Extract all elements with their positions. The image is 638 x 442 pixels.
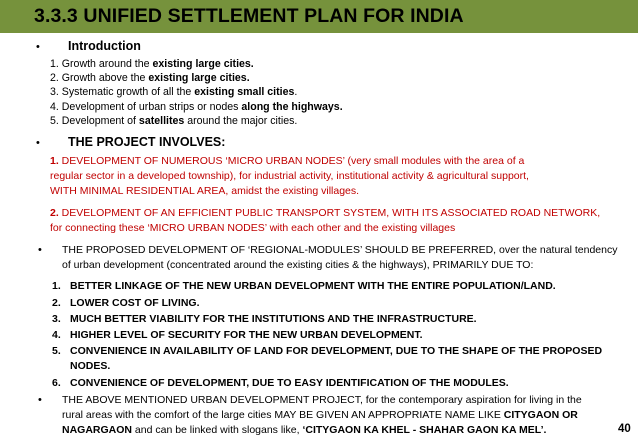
project-point-1-line: regular sector in a developed township), for industrial activity, institutional activity & agricultural support, [50,170,529,182]
list-number: 2. [52,297,61,309]
bullet: • [38,394,42,406]
page-title: 3.3.3 UNIFIED SETTLEMENT PLAN FOR INDIA [34,5,464,27]
above-line: NAGARGAON and can be linked with slogans like, ‘CITYGAON KA KHEL - SHAHAR GAON KA MEL’. [62,424,547,436]
reason-item: BETTER LINKAGE OF THE NEW URBAN DEVELOPMENT WITH THE ENTIRE POPULATION/LAND. [70,280,556,292]
reason-item: CONVENIENCE IN AVAILABILITY OF LAND FOR DEVELOPMENT, DUE TO THE SHAPE OF THE PROPOSED [70,345,603,357]
list-number: 1. [52,280,61,292]
bullet: • [36,137,40,149]
intro-item: 1. Growth around the existing large cities. [50,58,254,70]
bullet: • [38,244,42,256]
project-heading: THE PROJECT INVOLVES: [68,135,226,149]
intro-item: 2. Growth above the existing large cities. [50,72,250,84]
list-number: 6. [52,377,61,389]
project-point-2-line: for connecting these ‘MICRO URBAN NODES’ with each other and the existing villages [50,222,456,234]
project-point-2-line: 2. DEVELOPMENT OF AN EFFICIENT PUBLIC TRANSPORT SYSTEM, WITH ITS ASSOCIATED ROAD NETWORK, [50,207,601,219]
reason-item-continued: NODES. [70,360,111,372]
list-number: 3. [52,313,61,325]
proposed-line: THE PROPOSED DEVELOPMENT OF ‘REGIONAL-MODULES’ SHOULD BE PREFERRED, over the natural tendency [62,244,618,256]
bullet: • [36,41,40,53]
page-number: 40 [618,423,631,435]
reason-item: HIGHER LEVEL OF SECURITY FOR THE NEW URBAN DEVELOPMENT. [70,329,423,341]
reason-item: LOWER COST OF LIVING. [70,297,200,309]
project-point-1-line: 1. DEVELOPMENT OF NUMEROUS ‘MICRO URBAN NODES’ (very small modules with the area of a [50,155,525,167]
intro-item: 4. Development of urban strips or nodes along the highways. [50,101,343,113]
list-number: 5. [52,345,61,357]
list-number: 4. [52,329,61,341]
intro-item: 5. Development of satellites around the major cities. [50,115,298,127]
reason-item: CONVENIENCE OF DEVELOPMENT, DUE TO EASY IDENTIFICATION OF THE MODULES. [70,377,509,389]
above-line: rural areas with the comfort of the large cities MAY BE GIVEN AN APPROPRIATE NAME LIKE CITYGAON OR [62,409,578,421]
proposed-line: of urban development (concentrated around the existing cities & the highways), PRIMARILY DUE TO: [62,259,534,271]
above-line: THE ABOVE MENTIONED URBAN DEVELOPMENT PROJECT, for the contemporary aspiration for living in the [62,394,582,406]
reason-item: MUCH BETTER VIABILITY FOR THE INSTITUTIONS AND THE INFRASTRUCTURE. [70,313,477,325]
intro-item: 3. Systematic growth of all the existing small cities. [50,86,298,98]
project-point-1-line: WITH MINIMAL RESIDENTIAL AREA, amidst the existing villages. [50,185,360,197]
introduction-heading: Introduction [68,39,141,53]
